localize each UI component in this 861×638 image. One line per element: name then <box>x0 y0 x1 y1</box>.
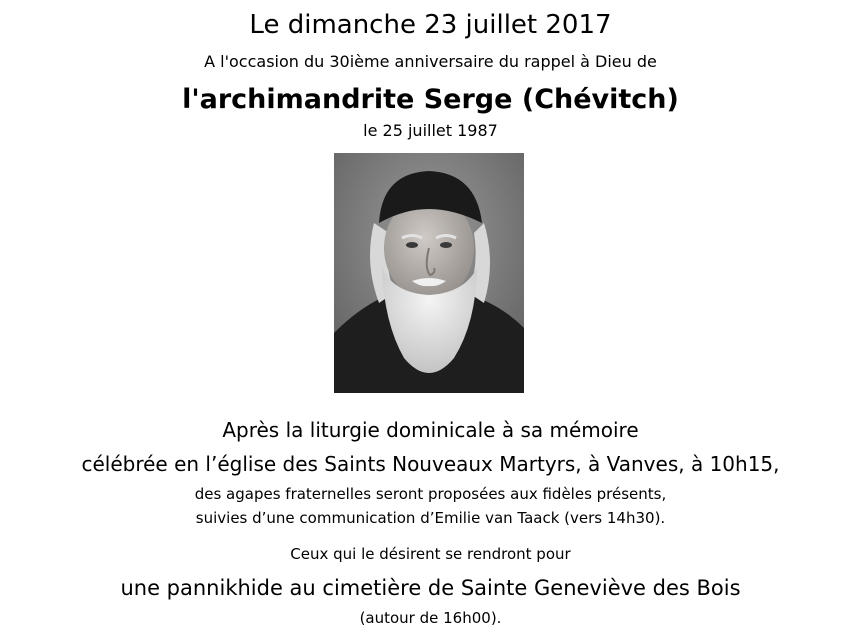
time-line: (autour de 16h00). <box>359 609 502 627</box>
eye-left <box>406 242 418 248</box>
pannikhide-line: une pannikhide au cimetière de Sainte Geneviève des Bois <box>120 576 741 600</box>
occasion-line: A l'occasion du 30ième anniversaire du rappel à Dieu de <box>204 52 657 71</box>
communication-line: suivies d’une communication d’Emilie van Taack (vers 14h30). <box>195 509 666 527</box>
archimandrite-name-heading: l'archimandrite Serge (Chévitch) <box>182 84 679 115</box>
agapes-line: des agapes fraternelles seront proposées aux fidèles présents, <box>194 485 667 503</box>
event-date-heading: Le dimanche 23 juillet 2017 <box>249 10 612 40</box>
those-line: Ceux qui le désirent se rendront pour <box>290 545 571 563</box>
portrait-illustration <box>334 153 524 393</box>
eye-right <box>440 242 452 248</box>
after-liturgy-line: Après la liturgie dominicale à sa mémoire <box>222 418 639 442</box>
church-line: célébrée en l’église des Saints Nouveaux Martyrs, à Vanves, à 10h15, <box>81 452 780 476</box>
death-date-line: le 25 juillet 1987 <box>363 121 498 140</box>
portrait-photo <box>334 153 524 393</box>
